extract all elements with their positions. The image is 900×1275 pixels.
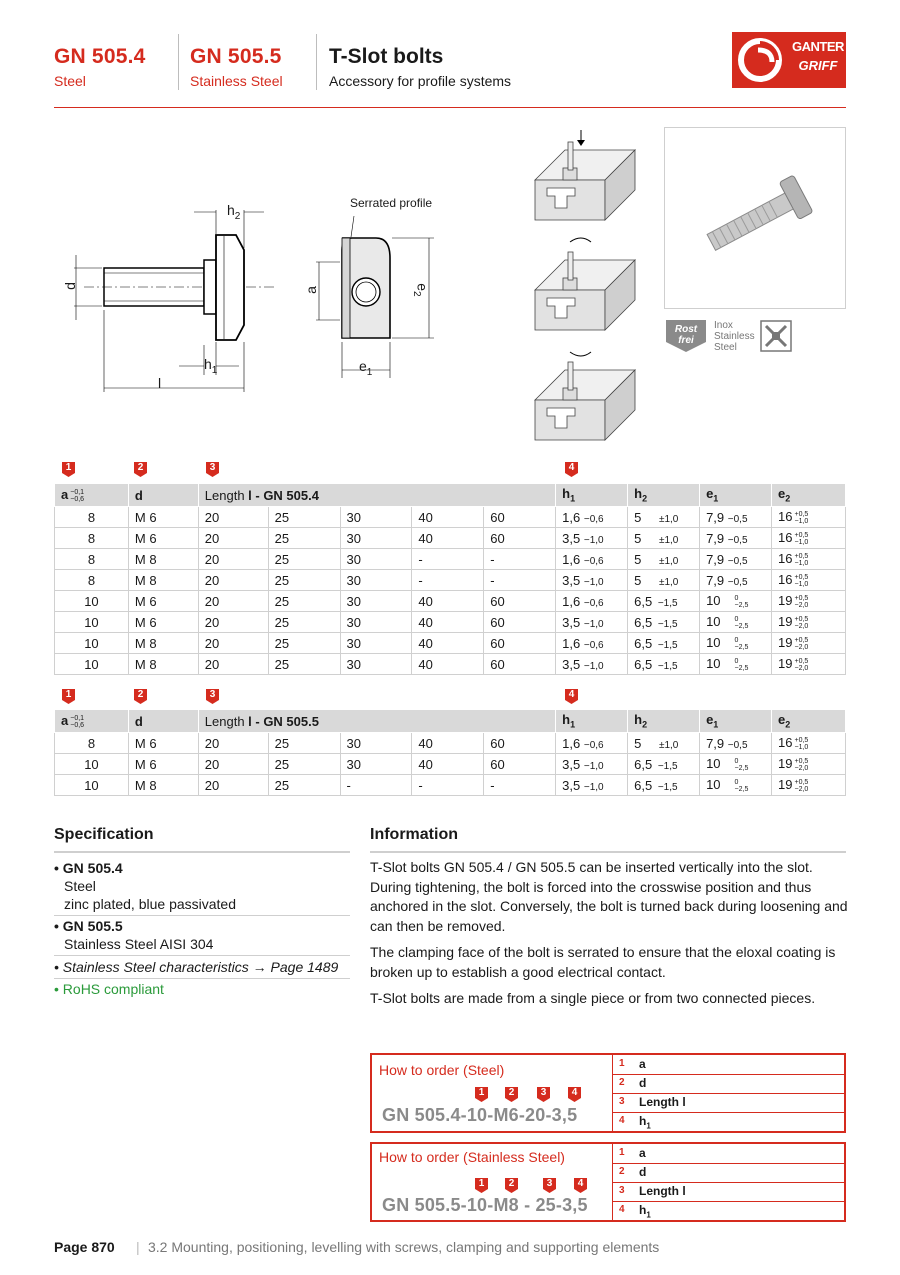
- col-e1: $e_1$: [700, 710, 772, 733]
- dim-h1-label: $h_1$: [204, 356, 218, 376]
- cell-l5: -: [484, 570, 556, 591]
- info-paragraph-1: T-Slot bolts GN 505.4 / GN 505.5 can be inserted vertically into the slot. During tightening, the bolt is forced into the crosswise position and thus anchored in the slot. Conversely, the bolt is turned back during loosening and can then be removed.: [370, 859, 848, 934]
- col-h1: $h_1$: [556, 710, 628, 733]
- serrated-profile-label: Serrated profile: [350, 196, 433, 210]
- cell-h1: 1,6 −0,6: [556, 549, 628, 570]
- badge-3b: 3: [206, 689, 219, 704]
- cell-l2: 25: [268, 633, 340, 654]
- ganter-logo: [732, 32, 846, 88]
- material-steel: Steel: [54, 73, 86, 89]
- cell-d: M 8: [128, 633, 198, 654]
- cell-h1: 3,5 −1,0: [556, 775, 628, 796]
- cell-l3: 30: [340, 633, 412, 654]
- cell-l2: 25: [268, 654, 340, 675]
- cell-l3: 30: [340, 549, 412, 570]
- page-subtitle: Accessory for profile systems: [329, 73, 512, 89]
- cell-a: 8: [55, 507, 129, 528]
- cell-d: M 8: [128, 775, 198, 796]
- cell-e1: 7,9 −0,5: [700, 733, 772, 754]
- product-code-stainless: GN 505.5: [190, 45, 282, 68]
- table-row: [55, 775, 846, 796]
- rostfrei-icon: Rost frei: [664, 318, 708, 354]
- cell-l5: 60: [484, 528, 556, 549]
- table-row: [55, 507, 846, 528]
- cell-e2: 19 +0,5 −2,0: [772, 754, 846, 775]
- dim-h2-label: $h_2$: [227, 202, 241, 222]
- info-paragraph-2: The clamping face of the bolt is serrated to ensure that the eloxal coating is broken up to establish a good electrical contact.: [370, 944, 836, 980]
- cell-l4: 40: [412, 507, 484, 528]
- cell-h2: 5 ±1,0: [628, 733, 700, 754]
- spec-gn5054-material: Steel: [64, 878, 96, 894]
- dim-a-label: a: [302, 286, 319, 294]
- table-header: [55, 710, 846, 733]
- cell-l2: 25: [268, 733, 340, 754]
- table-row: [55, 754, 846, 775]
- page-number: Page 870: [54, 1239, 115, 1255]
- cell-e2: 19 +0,5 −2,0: [772, 591, 846, 612]
- cell-e1: 7,9 −0,5: [700, 570, 772, 591]
- badge-2: 2: [134, 462, 147, 477]
- order-box-stainless: How to order (Stainless Steel) 1 2 3 4 GN 505.5-10-M8 - 25-3,5 1 a 2 d 3 Length l 4 $h_1$: [370, 1142, 846, 1222]
- logo-text-2: GRIFF: [798, 58, 838, 73]
- table-row: [55, 591, 846, 612]
- cell-e2: 16 +0,5 −1,0: [772, 549, 846, 570]
- page-title: T-Slot bolts: [329, 45, 444, 68]
- dim-d-label: d: [61, 282, 78, 290]
- cell-d: M 8: [128, 570, 198, 591]
- order-stainless-title: How to order (Stainless Steel): [379, 1149, 565, 1165]
- cell-l3: 30: [340, 612, 412, 633]
- spec-rohs: • RoHS compliant: [54, 981, 164, 997]
- table-row: [55, 654, 846, 675]
- cell-a: 10: [55, 754, 129, 775]
- cell-l5: 60: [484, 612, 556, 633]
- cell-a: 8: [55, 549, 129, 570]
- cell-l2: 25: [268, 754, 340, 775]
- cell-l3: 30: [340, 528, 412, 549]
- specification-title: Specification: [54, 826, 154, 843]
- cell-h1: 3,5 −1,0: [556, 528, 628, 549]
- cell-e2: 16 +0,5 −1,0: [772, 733, 846, 754]
- cell-l4: -: [412, 775, 484, 796]
- cell-l2: 25: [268, 528, 340, 549]
- information-body: [370, 858, 848, 1016]
- cell-l1: 20: [198, 570, 268, 591]
- cell-l2: 25: [268, 591, 340, 612]
- cell-l3: 30: [340, 654, 412, 675]
- cell-l1: 20: [198, 754, 268, 775]
- cell-h2: 6,5 −1,5: [628, 612, 700, 633]
- product-photo: [664, 127, 846, 309]
- col-d: d: [128, 484, 198, 507]
- badge-3: 3: [206, 462, 219, 477]
- order-steel-title: How to order (Steel): [379, 1062, 505, 1078]
- cell-e2: 16 +0,5 −1,0: [772, 507, 846, 528]
- cell-l1: 20: [198, 528, 268, 549]
- cell-l5: -: [484, 775, 556, 796]
- cell-l1: 20: [198, 549, 268, 570]
- cell-l3: -: [340, 775, 412, 796]
- material-stainless: Stainless Steel: [190, 73, 283, 89]
- col-e2: $e_2$: [772, 484, 846, 507]
- table-row: [55, 633, 846, 654]
- table-row: [55, 733, 846, 754]
- cell-l4: 40: [412, 654, 484, 675]
- info-paragraph-3: T-Slot bolts are made from a single piece or from two connected pieces.: [370, 990, 816, 1006]
- cell-e1: 10 0 −2,5: [700, 612, 772, 633]
- cell-h2: 5 ±1,0: [628, 507, 700, 528]
- technical-drawing: [54, 180, 454, 400]
- cell-l4: 40: [412, 528, 484, 549]
- cell-l3: 30: [340, 591, 412, 612]
- table-row: [55, 612, 846, 633]
- cell-e1: 10 0 −2,5: [700, 754, 772, 775]
- cell-e1: 10 0 −2,5: [700, 775, 772, 796]
- cell-a: 10: [55, 633, 129, 654]
- dimensions-table-gn5055: [54, 709, 846, 796]
- cell-h1: 3,5 −1,0: [556, 754, 628, 775]
- cell-a: 8: [55, 528, 129, 549]
- order-box-steel: How to order (Steel) 1 2 3 4 GN 505.4-10-M6-20-3,5 1 a 2 d 3 Length l 4 $h_1$: [370, 1053, 846, 1133]
- col-h2: $h_2$: [628, 710, 700, 733]
- cell-h1: 1,6 −0,6: [556, 733, 628, 754]
- dimensions-table-gn5054: [54, 483, 846, 675]
- cell-d: M 6: [128, 733, 198, 754]
- dim-e1-label: $e_1$: [359, 358, 373, 378]
- dim-e2-label: $e_2$: [410, 283, 431, 297]
- cell-h2: 6,5 −1,5: [628, 591, 700, 612]
- cell-l1: 20: [198, 633, 268, 654]
- spec-gn5054-finish: zinc plated, blue passivated: [64, 896, 236, 912]
- cell-e1: 10 0 −2,5: [700, 654, 772, 675]
- cell-a: 10: [55, 775, 129, 796]
- cell-h1: 1,6 −0,6: [556, 633, 628, 654]
- spec-gn5054: • GN 505.4: [54, 860, 123, 876]
- badge-1: 1: [62, 462, 75, 477]
- cell-l3: 30: [340, 570, 412, 591]
- cell-d: M 6: [128, 754, 198, 775]
- cell-h1: 1,6 −0,6: [556, 591, 628, 612]
- table-row: [55, 570, 846, 591]
- cell-l5: 60: [484, 591, 556, 612]
- col-length: Length l - GN 505.4: [198, 484, 555, 507]
- mounting-illustration: [525, 130, 645, 445]
- spec-gn5055-material: Stainless Steel AISI 304: [64, 936, 214, 952]
- cell-l4: 40: [412, 754, 484, 775]
- cell-d: M 8: [128, 549, 198, 570]
- cell-d: M 6: [128, 591, 198, 612]
- cell-e2: 19 +0,5 −2,0: [772, 633, 846, 654]
- col-d: d: [128, 710, 198, 733]
- order-stainless-code: GN 505.5-10-M8 - 25-3,5: [382, 1195, 588, 1215]
- cell-d: M 8: [128, 654, 198, 675]
- cell-h1: 1,6 −0,6: [556, 507, 628, 528]
- table-row: [55, 528, 846, 549]
- cell-e1: 7,9 −0,5: [700, 528, 772, 549]
- cell-l3: 30: [340, 733, 412, 754]
- cell-h2: 6,5 −1,5: [628, 633, 700, 654]
- cell-e2: 16 +0,5 −1,0: [772, 570, 846, 591]
- cell-h2: 6,5 −1,5: [628, 654, 700, 675]
- cell-l3: 30: [340, 754, 412, 775]
- cell-l4: 40: [412, 733, 484, 754]
- cell-h2: 5 ±1,0: [628, 528, 700, 549]
- cell-l2: 25: [268, 549, 340, 570]
- cell-h2: 6,5 −1,5: [628, 754, 700, 775]
- cell-l5: 60: [484, 633, 556, 654]
- cell-l2: 25: [268, 507, 340, 528]
- cell-h1: 3,5 −1,0: [556, 612, 628, 633]
- cell-e2: 19 +0,5 −2,0: [772, 775, 846, 796]
- badge-1b: 1: [62, 689, 75, 704]
- table-row: [55, 549, 846, 570]
- badge-4b: 4: [565, 689, 578, 704]
- cell-l4: 40: [412, 633, 484, 654]
- cell-l5: -: [484, 549, 556, 570]
- cell-l1: 20: [198, 612, 268, 633]
- cell-d: M 6: [128, 528, 198, 549]
- product-code-steel: GN 505.4: [54, 45, 146, 68]
- cell-l1: 20: [198, 775, 268, 796]
- badge-4: 4: [565, 462, 578, 477]
- cell-l4: 40: [412, 612, 484, 633]
- col-e2: $e_2$: [772, 710, 846, 733]
- cell-l4: 40: [412, 591, 484, 612]
- col-e1: $e_1$: [700, 484, 772, 507]
- cell-e1: 10 0 −2,5: [700, 633, 772, 654]
- cell-l4: -: [412, 570, 484, 591]
- badge-2b: 2: [134, 689, 147, 704]
- cell-h2: 6,5 −1,5: [628, 775, 700, 796]
- spec-stainless-link[interactable]: • Stainless Steel characteristics → Page 1489: [54, 959, 339, 975]
- cell-l5: 60: [484, 754, 556, 775]
- cell-e2: 16 +0,5 −1,0: [772, 528, 846, 549]
- cell-l2: 25: [268, 775, 340, 796]
- profile-system-icon: [760, 320, 792, 352]
- logo-text-1: GANTER: [792, 39, 844, 54]
- col-a: a −0,1 −0,6: [55, 484, 129, 507]
- cell-d: M 6: [128, 507, 198, 528]
- cell-l5: 60: [484, 733, 556, 754]
- col-length: Length l - GN 505.5: [198, 710, 555, 733]
- cell-l5: 60: [484, 507, 556, 528]
- spec-gn5055: • GN 505.5: [54, 918, 123, 934]
- col-h2: $h_2$: [628, 484, 700, 507]
- cell-h1: 3,5 −1,0: [556, 570, 628, 591]
- cell-e2: 19 +0,5 −2,0: [772, 612, 846, 633]
- cell-a: 10: [55, 654, 129, 675]
- cell-l1: 20: [198, 591, 268, 612]
- col-a: a −0,1 −0,6: [55, 710, 129, 733]
- cell-e1: 7,9 −0,5: [700, 549, 772, 570]
- cell-h1: 3,5 −1,0: [556, 654, 628, 675]
- cell-a: 10: [55, 612, 129, 633]
- cell-l2: 25: [268, 570, 340, 591]
- cell-h2: 5 ±1,0: [628, 570, 700, 591]
- cell-l1: 20: [198, 654, 268, 675]
- cell-h2: 5 ±1,0: [628, 549, 700, 570]
- information-title: Information: [370, 826, 458, 843]
- col-h1: $h_1$: [556, 484, 628, 507]
- cell-l5: 60: [484, 654, 556, 675]
- cell-l1: 20: [198, 507, 268, 528]
- cell-e1: 7,9 −0,5: [700, 507, 772, 528]
- cell-l3: 30: [340, 507, 412, 528]
- cell-a: 10: [55, 591, 129, 612]
- dim-l-label: l: [158, 375, 162, 391]
- footer-section: 3.2 Mounting, positioning, levelling with screws, clamping and supporting elements: [148, 1239, 660, 1255]
- cell-a: 8: [55, 733, 129, 754]
- cell-a: 8: [55, 570, 129, 591]
- cell-e1: 10 0 −2,5: [700, 591, 772, 612]
- cell-d: M 6: [128, 612, 198, 633]
- table-header: [55, 484, 846, 507]
- inox-label: Inox Stainless Steel: [714, 320, 755, 353]
- cell-l1: 20: [198, 733, 268, 754]
- cell-l4: -: [412, 549, 484, 570]
- cell-e2: 19 +0,5 −2,0: [772, 654, 846, 675]
- cell-l2: 25: [268, 612, 340, 633]
- order-steel-code: GN 505.4-10-M6-20-3,5: [382, 1105, 578, 1125]
